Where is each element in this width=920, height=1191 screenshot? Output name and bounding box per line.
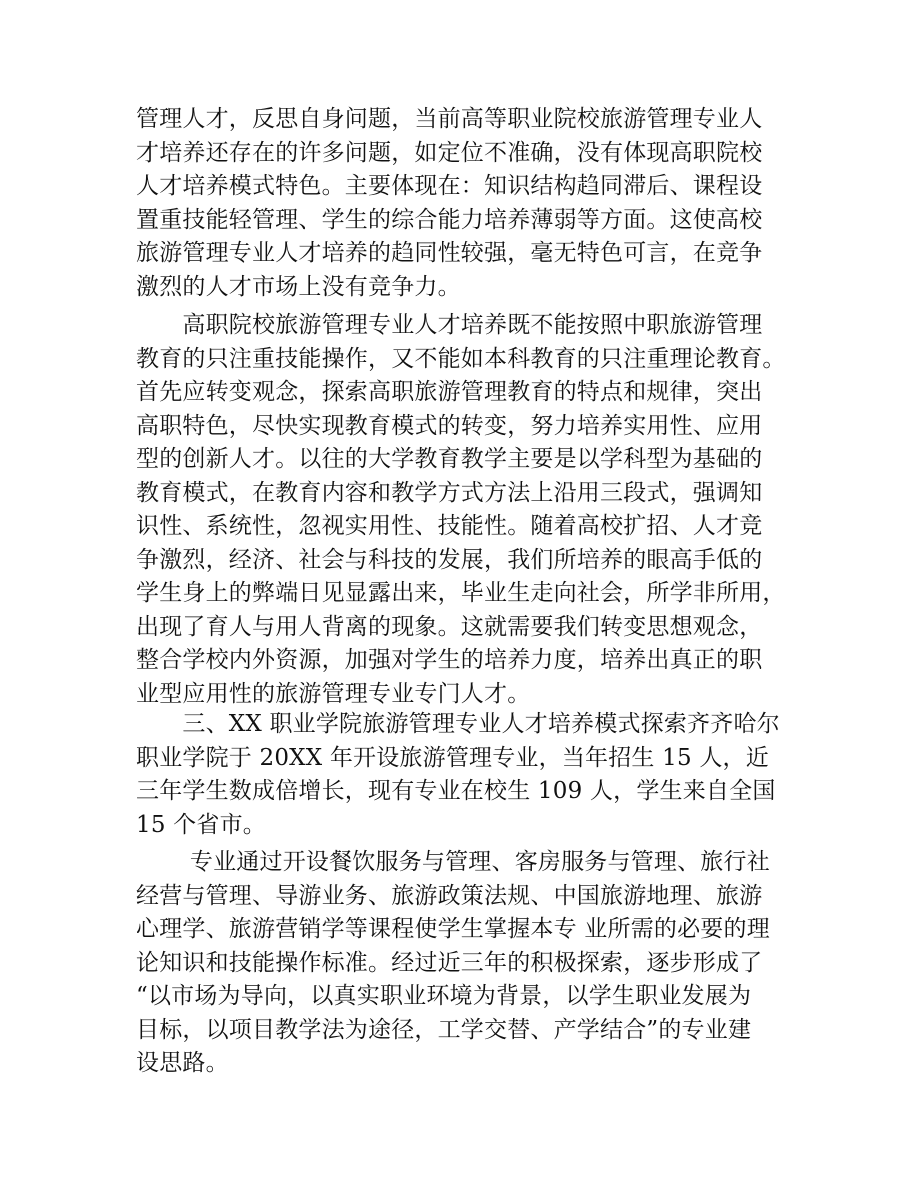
- paragraph-line: 人才培养模式特色。主要体现在：知识结构趋同滞后、课程设: [136, 173, 763, 199]
- paragraph-line: 识性、系统性，忽视实用性、技能性。随着高校扩招、人才竞: [136, 513, 763, 539]
- paragraph-line: 三年学生数成倍增长，现有专业在校生 109 人，学生来自全国: [136, 778, 776, 804]
- paragraph-line: 业型应用性的旅游管理专业专门人才。: [136, 680, 531, 707]
- paragraph-line: “以市场为导向，以真实职业环境为背景，以学生职业发展为: [136, 983, 752, 1009]
- paragraph-line: 高职特色，尽快实现教育模式的转变，努力培养实用性、应用: [136, 412, 763, 439]
- paragraph-line: 激烈的人才市场上没有竞争力。: [136, 273, 461, 300]
- paragraph-line: 高职院校旅游管理专业人才培养既不能按照中职旅游管理: [136, 312, 763, 338]
- paragraph-line: 目标，以项目教学法为途径，工学交替、产学结合”的专业建: [136, 1016, 752, 1043]
- paragraph-line: 心理学、旅游营销学等课程使学生掌握本专 业所需的必要的理: [136, 916, 770, 942]
- paragraph-line: 整合学校内外资源，加强对学生的培养力度，培养出真正的职: [136, 647, 763, 673]
- paragraph-line: 争激烈，经济、社会与科技的发展，我们所培养的眼高手低的: [136, 546, 763, 573]
- paragraph-line: 置重技能轻管理、学生的综合能力培养薄弱等方面。这使高校: [136, 206, 763, 233]
- paragraph-line: 旅游管理专业人才培养的趋同性较强，毫无特色可言，在竞争: [136, 240, 763, 266]
- paragraph-line: 教育的只注重技能操作，又不能如本科教育的只注重理论教育。: [136, 345, 786, 372]
- paragraph-line: 论知识和技能操作标准。经过近三年的积极探索，逐步形成了: [136, 949, 763, 976]
- paragraph-line: 专业通过开设餐饮服务与管理、客房服务与管理、旅行社: [136, 849, 770, 875]
- paragraph-line: 15 个省市。: [136, 811, 266, 838]
- paragraph-2: [136, 309, 796, 711]
- paragraph-4: [136, 846, 796, 1081]
- paragraph-line: 经营与管理、导游业务、旅游政策法规、中国旅游地理、旅游: [136, 882, 763, 909]
- paragraph-line: 职业学院于 20XX 年开设旅游管理专业，当年招生 15 人，近: [136, 744, 769, 771]
- paragraph-line: 才培养还存在的许多问题，如定位不准确，没有体现高职院校: [136, 139, 763, 166]
- paragraph-line: 设思路。: [136, 1050, 229, 1076]
- paragraph-1: [136, 103, 796, 304]
- paragraph-3: [136, 708, 796, 842]
- paragraph-line: 首先应转变观念，探索高职旅游管理教育的特点和规律，突出: [136, 379, 763, 405]
- paragraph-line: 出现了育人与用人背离的现象。这就需要我们转变思想观念，: [136, 613, 763, 640]
- paragraph-line: 学生身上的弊端日见显露出来，毕业生走向社会，所学非所用，: [136, 580, 786, 606]
- paragraph-line: 教育模式，在教育内容和教学方式方法上沿用三段式，强调知: [136, 479, 763, 506]
- paragraph-line: 三、XX 职业学院旅游管理专业人才培养模式探索齐齐哈尔: [136, 711, 780, 737]
- paragraph-line: 管理人才，反思自身问题，当前高等职业院校旅游管理专业人: [136, 106, 763, 132]
- paragraph-line: 型的创新人才。以往的大学教育教学主要是以学科型为基础的: [136, 446, 763, 472]
